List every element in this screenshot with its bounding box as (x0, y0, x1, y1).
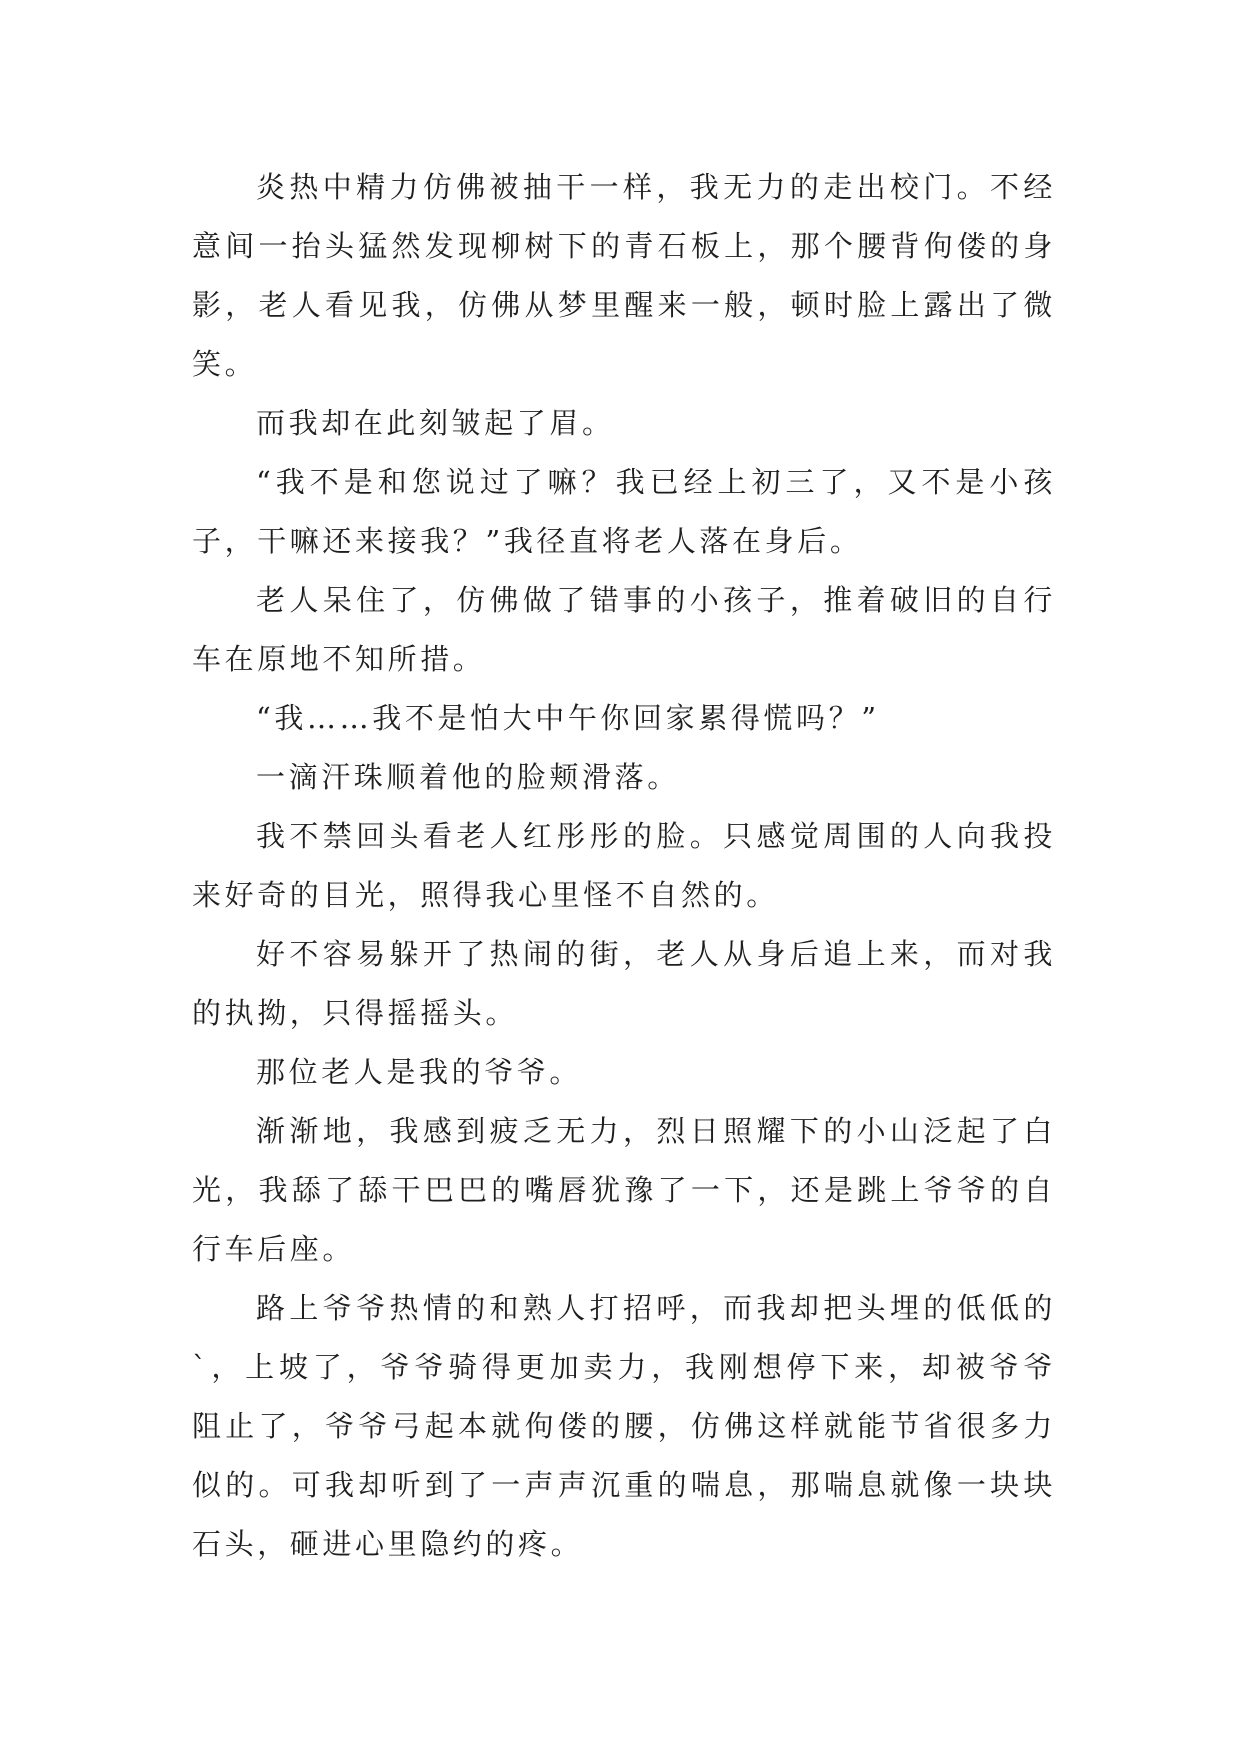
paragraph-6: 一滴汗珠顺着他的脸颊滑落。 (256, 760, 680, 794)
paragraph-4: 老人呆住了，仿佛做了错事的小孩子，推着破旧的自行车在原地不知所措。 (192, 583, 1056, 676)
paragraph-8: 好不容易躲开了热闹的街，老人从身后追上来，而对我的执拗，只得摇摇头。 (192, 937, 1056, 1030)
paragraph-1: 炎热中精力仿佛被抽干一样，我无力的走出校门。不经意间一抬头猛然发现柳树下的青石板上，那个腰背佝偻的身影，老人看见我，仿佛从梦里醒来一般，顿时脸上露出了微笑。 (192, 170, 1056, 381)
document-page (192, 158, 1056, 1574)
paragraph-3: “我不是和您说过了嘛？我已经上初三了，又不是小孩子，干嘛还来接我？”我径直将老人落在身后。 (192, 465, 1056, 558)
paragraph-2: 而我却在此刻皱起了眉。 (256, 406, 615, 440)
paragraph-5: “我……我不是怕大中午你回家累得慌吗？” (256, 701, 880, 735)
paragraph-7: 我不禁回头看老人红彤彤的脸。只感觉周围的人向我投来好奇的目光，照得我心里怪不自然的。 (192, 819, 1056, 912)
paragraph-9: 那位老人是我的爷爷。 (256, 1055, 583, 1089)
paragraph-10: 渐渐地，我感到疲乏无力，烈日照耀下的小山泛起了白光，我舔了舔干巴巴的嘴唇犹豫了一下，还是跳上爷爷的自行车后座。 (192, 1114, 1056, 1266)
paragraph-11: 路上爷爷热情的和熟人打招呼，而我却把头埋的低低的`，上坡了，爷爷骑得更加卖力，我刚想停下来，却被爷爷阻止了，爷爷弓起本就佝偻的腰，仿佛这样就能节省很多力似的。可我却听到了一声声沉重的喘息，那喘息就像一块块石头，砸进心里隐约的疼。 (192, 1291, 1056, 1561)
